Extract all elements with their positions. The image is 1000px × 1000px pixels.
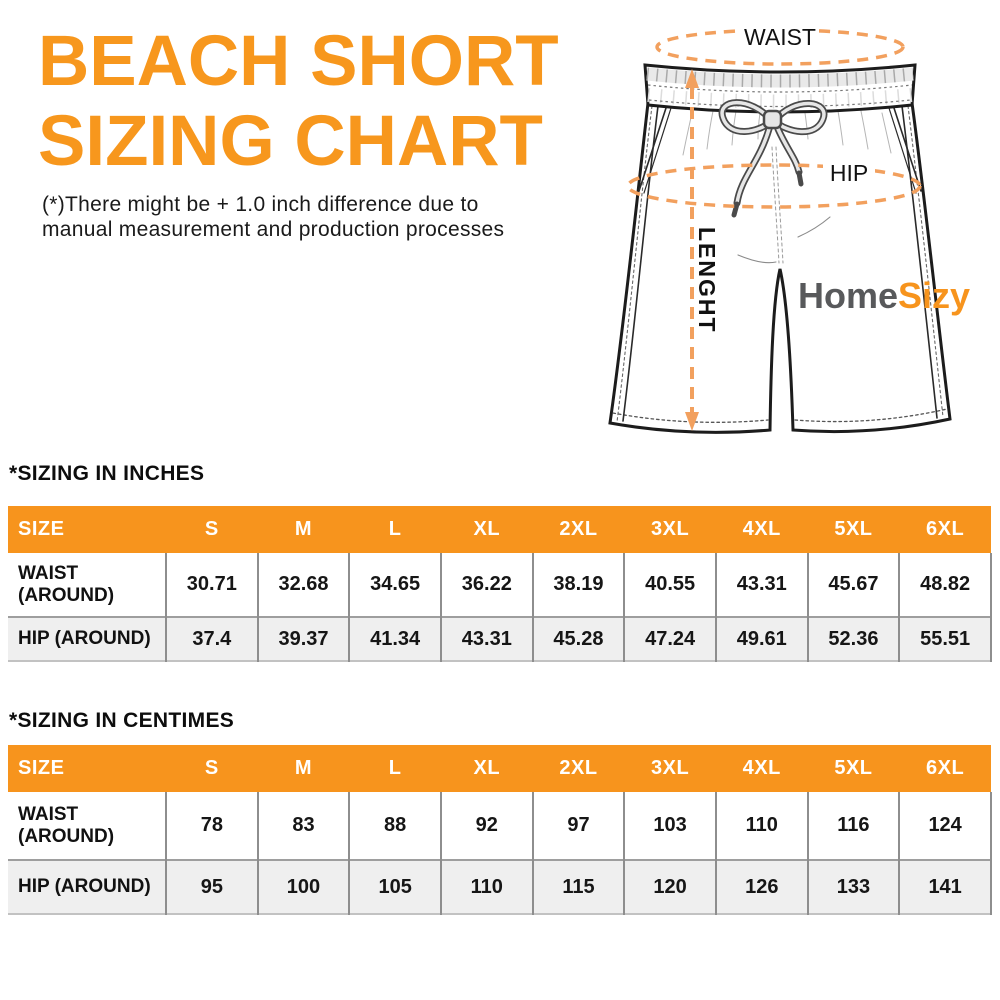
disclaimer-line1: (*)There might be + 1.0 inch difference due to: [42, 193, 479, 216]
column-header: S: [166, 745, 258, 792]
value-cell: 37.4: [166, 617, 258, 661]
column-header: 6XL: [899, 506, 991, 553]
column-header: XL: [441, 506, 533, 553]
column-header: 3XL: [624, 506, 716, 553]
value-cell: 32.68: [258, 553, 350, 617]
hip-label: HIP: [829, 160, 869, 186]
value-cell: 110: [441, 860, 533, 914]
value-cell: 83: [258, 792, 350, 860]
column-header: 2XL: [533, 506, 625, 553]
page-title-line1: BEACH SHORT: [38, 22, 559, 101]
section-heading-inches: *SIZING IN INCHES: [9, 462, 205, 485]
value-cell: 30.71: [166, 553, 258, 617]
row-label: WAIST (AROUND): [18, 804, 115, 847]
value-cell: 133: [808, 860, 900, 914]
row-label: HIP (AROUND): [18, 876, 151, 898]
value-cell: 41.34: [349, 617, 441, 661]
column-header: 4XL: [716, 506, 808, 553]
section-heading-centimes: *SIZING IN CENTIMES: [9, 709, 235, 732]
column-header: XL: [441, 745, 533, 792]
value-cell: 45.67: [808, 553, 900, 617]
value-cell: 95: [166, 860, 258, 914]
value-cell: 49.61: [716, 617, 808, 661]
table-row: [8, 617, 991, 661]
table-row: [8, 792, 991, 860]
value-cell: 116: [808, 792, 900, 860]
value-cell: 115: [533, 860, 625, 914]
value-cell: 45.28: [533, 617, 625, 661]
value-cell: 36.22: [441, 553, 533, 617]
brand-logo: [798, 275, 970, 316]
value-cell: 141: [899, 860, 991, 914]
column-header: 2XL: [533, 745, 625, 792]
length-label: LENGHT: [694, 227, 720, 334]
value-cell: 110: [716, 792, 808, 860]
shorts-body: [610, 103, 950, 432]
row-label: WAIST (AROUND): [18, 563, 115, 606]
row-label: HIP (AROUND): [18, 628, 151, 650]
beach-shorts-illustration: [600, 5, 1000, 445]
value-cell: 34.65: [349, 553, 441, 617]
sizing-table-centimes: [8, 745, 992, 915]
value-cell: 55.51: [899, 617, 991, 661]
value-cell: 38.19: [533, 553, 625, 617]
value-cell: 43.31: [441, 617, 533, 661]
table-row: [8, 860, 991, 914]
column-header: M: [258, 506, 350, 553]
value-cell: 39.37: [258, 617, 350, 661]
column-header-size: SIZE: [8, 745, 166, 792]
column-header: L: [349, 506, 441, 553]
column-header: 5XL: [808, 745, 900, 792]
page-title-line2: SIZING CHART: [38, 102, 543, 181]
value-cell: 103: [624, 792, 716, 860]
column-header: 6XL: [899, 745, 991, 792]
value-cell: 100: [258, 860, 350, 914]
page-title: [38, 22, 559, 182]
svg-text:HomeSizy: [798, 275, 970, 316]
waist-label: WAIST: [744, 24, 816, 50]
column-header-size: SIZE: [8, 506, 166, 553]
value-cell: 124: [899, 792, 991, 860]
logo-sizy: Sizy: [898, 275, 971, 316]
column-header: M: [258, 745, 350, 792]
shorts-outline: [610, 103, 950, 432]
value-cell: 97: [533, 792, 625, 860]
table-row: [8, 553, 991, 617]
value-cell: 105: [349, 860, 441, 914]
column-header: 5XL: [808, 506, 900, 553]
column-header: 4XL: [716, 745, 808, 792]
waistband: [645, 65, 915, 112]
disclaimer-line2: manual measurement and production processes: [42, 218, 505, 241]
value-cell: 126: [716, 860, 808, 914]
header-row: [8, 506, 991, 553]
value-cell: 92: [441, 792, 533, 860]
waist-measure: [657, 22, 903, 64]
value-cell: 78: [166, 792, 258, 860]
column-header: L: [349, 745, 441, 792]
value-cell: 88: [349, 792, 441, 860]
value-cell: 120: [624, 860, 716, 914]
value-cell: 40.55: [624, 553, 716, 617]
disclaimer-text: [42, 192, 504, 242]
column-header: 3XL: [624, 745, 716, 792]
header-row: [8, 745, 991, 792]
logo-home: Home: [798, 275, 899, 316]
value-cell: 43.31: [716, 553, 808, 617]
value-cell: 47.24: [624, 617, 716, 661]
column-header: S: [166, 506, 258, 553]
value-cell: 48.82: [899, 553, 991, 617]
sizing-table-inches: [8, 506, 992, 662]
value-cell: 52.36: [808, 617, 900, 661]
